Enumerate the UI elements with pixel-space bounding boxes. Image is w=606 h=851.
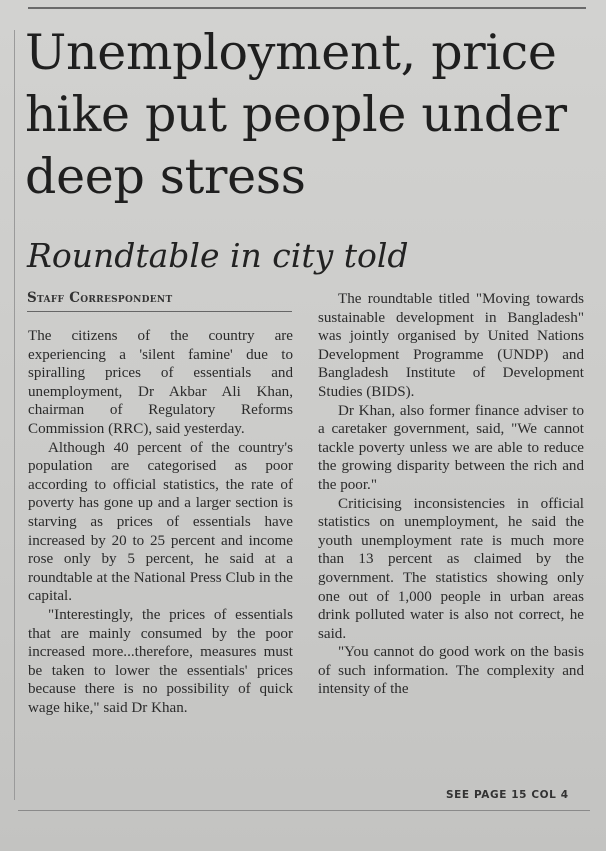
- byline-rule: [27, 311, 292, 312]
- continuation-note: SEE PAGE 15 COL 4: [446, 789, 569, 801]
- bottom-rule: [18, 810, 590, 811]
- paragraph: The citizens of the country are experiencing a 'silent famine' due to spiralling prices of essentials and unemployment, Dr Akbar Ali Khan, chairman of Regulatory Reforms Commission (RRC), said yesterday.: [28, 328, 293, 437]
- left-column-rule: [14, 30, 15, 800]
- byline: Staff Correspondent: [27, 290, 173, 306]
- headline: Unemployment, price hike put people under deep stress: [25, 24, 567, 205]
- paragraph: The roundtable titled "Moving towards sustainable development in Bangladesh" was jointly organised by United Nations Development Programme (UNDP) and Bangladesh Institute of Development Studies (BIDS).: [318, 291, 584, 400]
- top-rule: [28, 7, 586, 9]
- body-column-right: [318, 290, 584, 780]
- paragraph: Dr Khan, also former finance adviser to a caretaker government, said, "We cannot tackle poverty unless we are able to reduce the growing disparity between the rich and the poor.": [318, 402, 584, 493]
- paragraph: Criticising inconsistencies in official statistics on unemployment, he said the youth unemployment rate is much more than 13 percent as claimed by the government. The statistics showing only one out of 1,000 people in urban areas drink polluted water is also not correct, he said.: [318, 495, 584, 642]
- paragraph: "Interestingly, the prices of essentials that are mainly consumed by the poor increased more...therefore, measures must be taken to lower the essentials' prices because there is no possibility of quick wage hike," said Dr Khan.: [28, 606, 293, 716]
- paragraph: "You cannot do good work on the basis of such information. The complexity and intensity of the: [318, 644, 584, 698]
- subheadline: Roundtable in city told: [27, 236, 409, 275]
- paragraph: Although 40 percent of the country's population are categorised as poor according to official statistics, the rate of poverty has gone up and a larger section is starving as prices of essentials have increased by 20 to 25 percent and income rose only by 5 percent, he said at a roundtable at the National Press Club in the capital.: [28, 439, 293, 605]
- body-column-left: [28, 327, 293, 797]
